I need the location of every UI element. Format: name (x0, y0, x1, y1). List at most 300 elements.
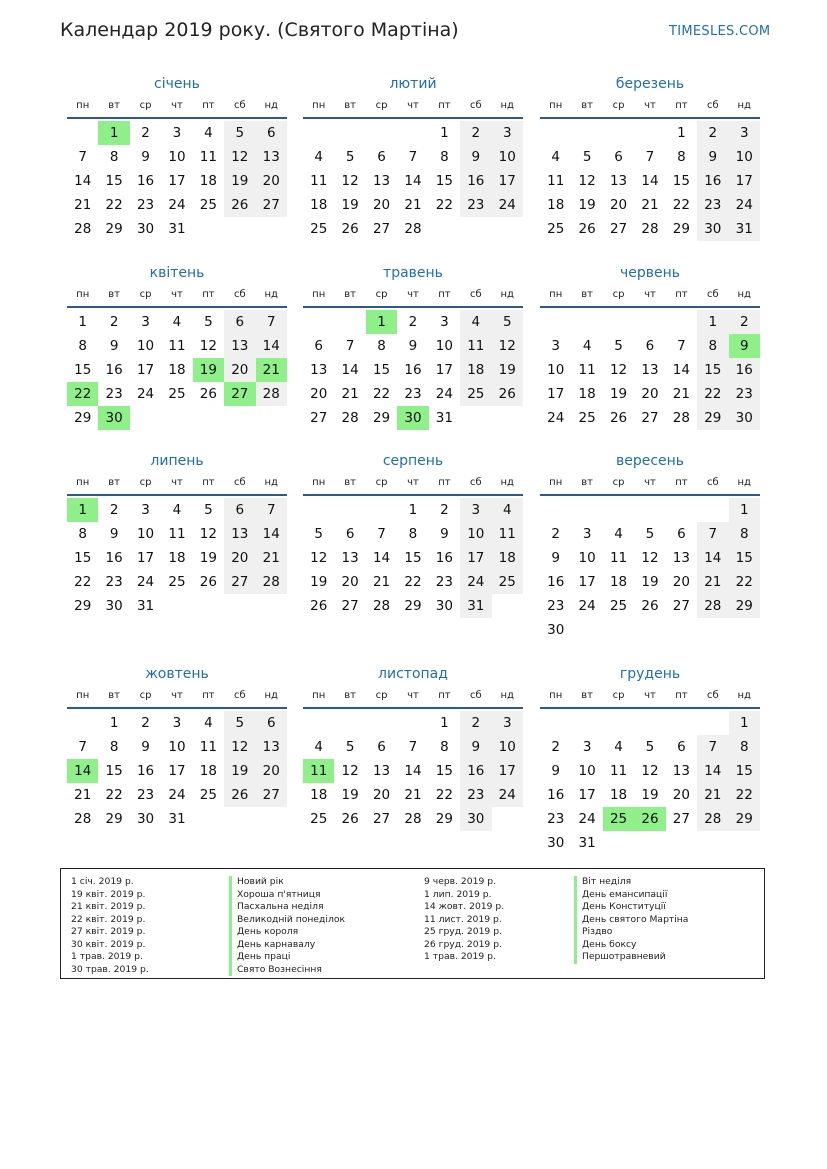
weekday-label: вт (581, 100, 593, 111)
day-cell: 13 (641, 362, 659, 378)
day-cell: 1 (408, 502, 418, 518)
day-cell: 14 (404, 763, 422, 779)
day-cell: 14 (404, 173, 422, 189)
day-cell: 27 (224, 570, 255, 594)
day-cell: 25 (310, 221, 328, 237)
weekday-label: сб (706, 690, 719, 701)
day-cell: 27 (672, 598, 690, 614)
legend-entry: День святого Мартіна (574, 914, 688, 927)
day-cell: 15 (372, 362, 391, 378)
weekday-label: пн (76, 289, 90, 300)
day-cell: 9 (440, 526, 449, 542)
empty-cell (603, 498, 634, 522)
weekday-label: чт (644, 100, 656, 111)
legend-entry: День праці (229, 951, 345, 964)
day-cell: 17 (435, 362, 453, 378)
weekday-label: пт (675, 690, 688, 701)
day-cell: 7 (408, 739, 418, 755)
weekday-header (67, 96, 287, 116)
weekday-label: сб (233, 690, 246, 701)
day-cell: 30 (105, 598, 123, 614)
day-cell: 2 (109, 314, 119, 330)
day-cell: 19 (224, 169, 255, 193)
legend-entry: Віт неділя (574, 876, 688, 889)
weekday-label: нд (264, 477, 278, 488)
brand-link[interactable]: TIMESLES.COM (669, 24, 771, 39)
day-cell: 12 (341, 763, 359, 779)
day-cell: 4 (551, 149, 560, 165)
holiday-day: 26 (634, 807, 665, 831)
empty-cell (634, 310, 665, 334)
legend-entry: 19 квіт. 2019 р. (71, 888, 146, 900)
day-cell: 4 (314, 149, 323, 165)
day-cell: 24 (136, 386, 155, 402)
weekday-label: сб (469, 477, 482, 488)
day-cell: 21 (697, 783, 728, 807)
day-cell: 6 (645, 338, 655, 354)
month-name: травень (383, 265, 443, 281)
weekday-label: нд (737, 477, 751, 488)
day-cell: 20 (256, 169, 287, 193)
weekday-label: вт (344, 100, 356, 111)
day-cell: 14 (256, 522, 287, 546)
holiday-day: 21 (256, 358, 287, 382)
day-cell: 28 (341, 410, 359, 426)
legend-entry: 1 січ. 2019 р. (71, 876, 134, 887)
day-grid (540, 121, 760, 241)
day-cell: 28 (372, 598, 391, 614)
day-cell: 16 (697, 169, 728, 193)
weekday-label: пт (675, 100, 688, 111)
day-cell: 10 (136, 338, 155, 354)
weekday-label: пт (675, 289, 688, 300)
day-cell: 5 (204, 502, 213, 518)
weekday-label: ср (139, 100, 152, 111)
header-divider (303, 494, 523, 496)
day-cell: 9 (109, 526, 119, 542)
legend-entry: Новий рік (229, 876, 345, 889)
weekday-label: вт (108, 690, 120, 701)
weekday-label: ср (612, 690, 625, 701)
day-cell: 7 (78, 739, 87, 755)
legend-entry: День карнавалу (229, 939, 345, 952)
day-cell: 28 (697, 594, 728, 618)
month-name: листопад (378, 666, 448, 682)
legend-dates-left (71, 876, 149, 976)
weekday-label: ср (612, 100, 625, 111)
day-cell: 27 (310, 410, 328, 426)
weekday-label: вт (581, 690, 593, 701)
header-divider (303, 707, 523, 709)
day-cell: 19 (641, 574, 659, 590)
day-cell: 25 (199, 787, 217, 803)
day-cell: 11 (492, 522, 523, 546)
day-cell: 25 (609, 598, 628, 614)
day-cell: 7 (697, 522, 728, 546)
day-cell: 29 (372, 410, 391, 426)
weekday-header (67, 285, 287, 305)
day-cell: 8 (729, 735, 760, 759)
empty-cell (540, 498, 571, 522)
legend-entry: Великодній понеділок (229, 914, 345, 927)
day-cell: 1 (440, 125, 449, 141)
day-cell: 27 (256, 783, 287, 807)
day-cell: 19 (578, 197, 596, 213)
day-cell: 24 (460, 570, 491, 594)
legend-names-left (229, 876, 345, 976)
day-cell: 17 (460, 546, 491, 570)
day-cell: 12 (492, 334, 523, 358)
day-cell: 1 (729, 498, 760, 522)
day-cell: 13 (224, 334, 255, 358)
day-cell: 26 (341, 221, 359, 237)
day-cell: 18 (168, 550, 186, 566)
weekday-label: пт (438, 100, 451, 111)
day-cell: 3 (582, 739, 592, 755)
holiday-day: 30 (98, 406, 129, 430)
day-cell: 21 (404, 197, 422, 213)
day-cell: 17 (729, 169, 760, 193)
legend-entry: Першотравневий (574, 951, 688, 964)
page-title: Календар 2019 року. (Святого Мартіна) (60, 19, 459, 41)
weekday-label: пт (202, 100, 215, 111)
day-grid (540, 711, 760, 855)
day-cell: 23 (136, 787, 155, 803)
day-cell: 26 (641, 598, 659, 614)
month-name: липень (150, 453, 204, 469)
legend-entry: 14 жовт. 2019 р. (424, 901, 505, 912)
month-8 (303, 450, 523, 618)
day-cell: 8 (109, 149, 119, 165)
holiday-day: 27 (224, 382, 255, 406)
day-cell: 14 (372, 550, 391, 566)
empty-cell (397, 711, 428, 735)
weekday-label: вт (581, 289, 593, 300)
day-cell: 1 (78, 314, 87, 330)
day-cell: 5 (645, 526, 655, 542)
day-cell: 2 (551, 526, 560, 542)
day-cell: 1 (109, 715, 119, 731)
day-cell: 18 (460, 358, 491, 382)
empty-cell (666, 498, 697, 522)
day-cell: 19 (492, 358, 523, 382)
day-cell: 22 (729, 783, 760, 807)
empty-cell (303, 711, 334, 735)
day-cell: 26 (609, 410, 628, 426)
day-cell: 25 (547, 221, 565, 237)
day-cell: 6 (345, 526, 355, 542)
day-cell: 3 (172, 125, 182, 141)
day-cell: 26 (199, 386, 217, 402)
day-cell: 23 (435, 574, 453, 590)
weekday-label: нд (264, 100, 278, 111)
day-cell: 14 (341, 362, 359, 378)
weekday-label: пн (549, 477, 563, 488)
day-cell: 10 (729, 145, 760, 169)
day-cell: 11 (168, 526, 186, 542)
day-cell: 25 (492, 570, 523, 594)
weekday-label: сб (706, 100, 719, 111)
day-cell: 12 (199, 526, 217, 542)
day-cell: 25 (460, 382, 491, 406)
day-cell: 16 (404, 362, 422, 378)
day-cell: 16 (136, 173, 155, 189)
weekday-header (67, 686, 287, 706)
day-cell: 18 (547, 197, 565, 213)
day-cell: 14 (672, 362, 690, 378)
day-cell: 21 (74, 197, 92, 213)
day-cell: 26 (578, 221, 596, 237)
day-cell: 10 (168, 149, 186, 165)
month-3 (540, 73, 760, 241)
weekday-label: пн (549, 289, 563, 300)
day-cell: 10 (435, 338, 453, 354)
month-11 (303, 663, 523, 831)
day-cell: 6 (224, 310, 255, 334)
weekday-label: вт (344, 690, 356, 701)
header-divider (67, 707, 287, 709)
weekday-label: пн (76, 690, 90, 701)
weekday-label: чт (407, 690, 419, 701)
day-cell: 21 (74, 787, 92, 803)
day-cell: 16 (460, 169, 491, 193)
day-cell: 30 (460, 807, 491, 831)
empty-cell (366, 498, 397, 522)
empty-cell (634, 121, 665, 145)
day-cell: 17 (168, 173, 186, 189)
day-cell: 19 (641, 787, 659, 803)
weekday-header (540, 96, 760, 116)
day-cell: 16 (547, 787, 565, 803)
day-cell: 18 (609, 574, 628, 590)
weekday-label: вт (344, 477, 356, 488)
day-cell: 3 (460, 498, 491, 522)
legend-entry: 21 квіт. 2019 р. (71, 901, 146, 912)
day-cell: 11 (547, 173, 565, 189)
weekday-label: сб (233, 289, 246, 300)
day-cell: 22 (729, 570, 760, 594)
day-cell: 13 (341, 550, 359, 566)
empty-cell (571, 310, 602, 334)
holiday-day: 11 (303, 759, 334, 783)
day-cell: 4 (204, 125, 213, 141)
day-cell: 27 (256, 193, 287, 217)
day-cell: 1 (697, 310, 728, 334)
day-cell: 6 (224, 498, 255, 522)
day-cell: 8 (78, 338, 87, 354)
day-cell: 1 (729, 711, 760, 735)
day-cell: 23 (547, 598, 565, 614)
day-cell: 26 (492, 382, 523, 406)
day-cell: 16 (729, 358, 760, 382)
weekday-label: пт (202, 690, 215, 701)
day-cell: 24 (492, 783, 523, 807)
month-7 (67, 450, 287, 618)
day-cell: 15 (729, 546, 760, 570)
weekday-header (540, 686, 760, 706)
legend-entry: 27 квіт. 2019 р. (71, 926, 146, 937)
weekday-label: пн (76, 100, 90, 111)
day-cell: 8 (677, 149, 686, 165)
day-cell: 26 (341, 811, 359, 827)
month-name: лютий (389, 76, 437, 92)
weekday-label: нд (737, 289, 751, 300)
empty-cell (666, 711, 697, 735)
day-cell: 29 (74, 410, 92, 426)
empty-cell (540, 711, 571, 735)
day-cell: 21 (256, 546, 287, 570)
weekday-label: пн (312, 100, 326, 111)
day-cell: 12 (224, 735, 255, 759)
day-cell: 30 (435, 598, 453, 614)
day-cell: 8 (440, 739, 449, 755)
day-cell: 12 (641, 763, 659, 779)
legend-entry: Пасхальна неділя (229, 901, 345, 914)
day-cell: 4 (614, 526, 623, 542)
empty-cell (540, 310, 571, 334)
legend-entry: 9 черв. 2019 р. (424, 876, 496, 887)
month-name: вересень (615, 453, 685, 469)
day-cell: 24 (729, 193, 760, 217)
day-cell: 30 (547, 622, 565, 638)
month-name: жовтень (145, 666, 209, 682)
day-cell: 4 (172, 314, 182, 330)
header-divider (540, 494, 760, 496)
holiday-day: 1 (98, 121, 129, 145)
day-cell: 19 (224, 759, 255, 783)
day-cell: 17 (136, 362, 155, 378)
weekday-label: пт (438, 289, 451, 300)
day-grid (303, 310, 523, 430)
day-cell: 6 (314, 338, 323, 354)
day-grid (67, 121, 287, 241)
day-cell: 25 (199, 197, 217, 213)
weekday-label: нд (737, 690, 751, 701)
day-cell: 5 (645, 739, 655, 755)
day-cell: 28 (256, 382, 287, 406)
day-cell: 28 (672, 410, 690, 426)
month-name: грудень (619, 666, 681, 682)
day-cell: 26 (224, 783, 255, 807)
day-cell: 9 (551, 763, 560, 779)
day-cell: 28 (641, 221, 659, 237)
day-cell: 31 (460, 594, 491, 618)
day-cell: 7 (377, 526, 386, 542)
weekday-label: ср (139, 477, 152, 488)
day-cell: 29 (105, 221, 123, 237)
weekday-label: чт (171, 100, 183, 111)
day-cell: 5 (224, 711, 255, 735)
day-cell: 5 (204, 314, 213, 330)
day-cell: 24 (168, 197, 186, 213)
day-cell: 12 (341, 173, 359, 189)
day-cell: 12 (224, 145, 255, 169)
day-cell: 19 (341, 197, 359, 213)
day-cell: 20 (341, 574, 359, 590)
weekday-label: пн (312, 289, 326, 300)
weekday-header (303, 473, 523, 493)
day-cell: 7 (78, 149, 87, 165)
legend-entry: 30 трав. 2019 р. (71, 963, 149, 975)
day-cell: 27 (641, 410, 659, 426)
holiday-day: 22 (67, 382, 98, 406)
day-cell: 11 (310, 173, 328, 189)
day-cell: 10 (492, 145, 523, 169)
day-cell: 18 (578, 386, 596, 402)
day-cell: 13 (672, 550, 690, 566)
day-cell: 25 (168, 574, 186, 590)
day-cell: 5 (614, 338, 623, 354)
day-cell: 13 (672, 763, 690, 779)
day-cell: 19 (199, 550, 217, 566)
weekday-label: чт (644, 690, 656, 701)
day-cell: 6 (256, 711, 287, 735)
day-cell: 11 (199, 739, 217, 755)
day-cell: 20 (641, 386, 659, 402)
day-cell: 6 (256, 121, 287, 145)
empty-cell (634, 711, 665, 735)
weekday-label: сб (469, 289, 482, 300)
weekday-header (303, 96, 523, 116)
weekday-label: ср (375, 690, 388, 701)
day-cell: 28 (74, 811, 92, 827)
empty-cell (540, 121, 571, 145)
weekday-label: чт (407, 477, 419, 488)
day-cell: 31 (136, 598, 155, 614)
day-cell: 15 (404, 550, 422, 566)
day-cell: 3 (440, 314, 449, 330)
empty-cell (334, 711, 365, 735)
day-cell: 3 (141, 502, 150, 518)
day-cell: 4 (492, 498, 523, 522)
day-cell: 27 (372, 811, 391, 827)
weekday-header (540, 285, 760, 305)
day-cell: 19 (310, 574, 328, 590)
day-cell: 20 (672, 574, 690, 590)
day-cell: 9 (408, 338, 418, 354)
holiday-day: 30 (397, 406, 428, 430)
header-divider (540, 707, 760, 709)
day-cell: 31 (435, 410, 453, 426)
day-cell: 21 (404, 787, 422, 803)
weekday-label: сб (469, 100, 482, 111)
day-cell: 18 (310, 197, 328, 213)
day-cell: 24 (168, 787, 186, 803)
day-cell: 31 (729, 217, 760, 241)
day-cell: 31 (578, 835, 596, 851)
day-cell: 22 (74, 574, 92, 590)
month-5 (303, 262, 523, 430)
day-cell: 29 (729, 807, 760, 831)
day-cell: 6 (677, 526, 686, 542)
weekday-label: пт (202, 289, 215, 300)
day-cell: 28 (404, 221, 422, 237)
day-cell: 28 (256, 570, 287, 594)
empty-cell (666, 310, 697, 334)
day-cell: 22 (697, 382, 728, 406)
day-cell: 20 (224, 358, 255, 382)
day-cell: 22 (435, 197, 453, 213)
weekday-label: ср (612, 289, 625, 300)
day-cell: 26 (199, 574, 217, 590)
day-cell: 29 (672, 221, 690, 237)
day-cell: 2 (460, 711, 491, 735)
day-grid (67, 310, 287, 430)
day-cell: 12 (199, 338, 217, 354)
empty-cell (366, 711, 397, 735)
day-cell: 11 (168, 338, 186, 354)
day-cell: 29 (105, 811, 123, 827)
